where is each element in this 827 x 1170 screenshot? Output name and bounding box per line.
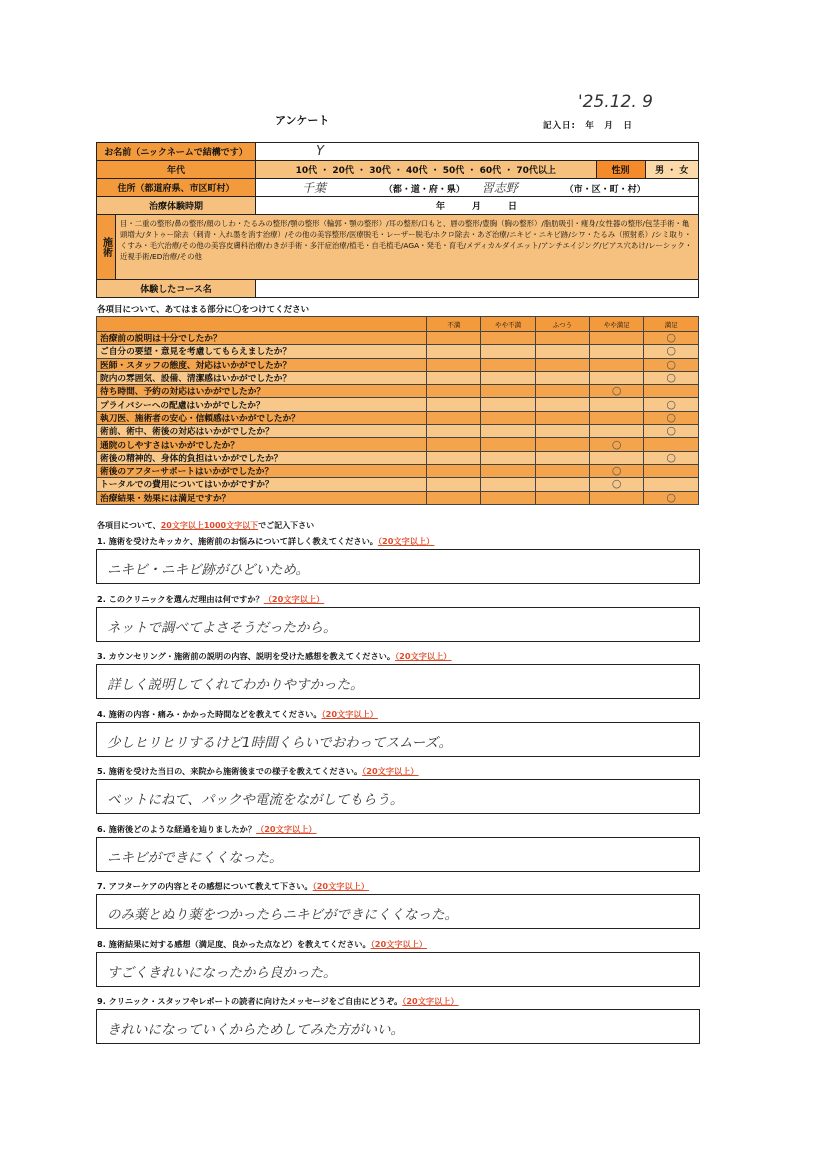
rating-cell[interactable] — [427, 385, 481, 398]
rating-mark: ○ — [666, 357, 677, 371]
rating-cell[interactable] — [481, 332, 535, 345]
rating-cell[interactable] — [481, 464, 535, 477]
gender-label: 性別 — [596, 161, 645, 179]
rating-cell[interactable] — [644, 385, 699, 398]
rating-mark: ○ — [611, 384, 622, 398]
rating-cell[interactable] — [535, 478, 589, 491]
question-label — [97, 709, 378, 720]
answer-box[interactable] — [96, 894, 700, 929]
rating-cell[interactable] — [589, 491, 644, 504]
rating-row — [97, 464, 699, 477]
rating-cell[interactable] — [535, 451, 589, 464]
rating-cell[interactable] — [589, 411, 644, 424]
rating-row — [97, 385, 699, 398]
rating-cell[interactable] — [644, 371, 699, 384]
rating-cell[interactable] — [535, 438, 589, 451]
requirement-note: （20文字以上） — [402, 996, 459, 1006]
rating-cell[interactable] — [589, 464, 644, 477]
rating-mark: ○ — [666, 331, 677, 345]
address-label: 住所（都道府県、市区町村） — [97, 179, 256, 197]
answer-box[interactable] — [96, 664, 700, 699]
rating-cell[interactable] — [481, 398, 535, 411]
question-text: 9. クリニック・スタッフやレポートの読者に向けたメッセージをご自由にどうぞ。 — [97, 996, 403, 1006]
answer-text: ニキビ・ニキビ跡がひどいため。 — [107, 562, 309, 578]
question-text: 7. アフターケアの内容とその感想について教えて下さい。 — [97, 881, 313, 891]
rating-mark: ○ — [666, 397, 677, 411]
rating-cell[interactable] — [481, 411, 535, 424]
rating-cell[interactable] — [589, 438, 644, 451]
course-label: 体験したコース名 — [97, 280, 256, 298]
rating-row — [97, 478, 699, 491]
rating-instruction: 各項目について、あてはまる部分に〇をつけてください — [97, 305, 310, 315]
address-field[interactable] — [256, 179, 699, 197]
rating-mark: ○ — [666, 450, 677, 464]
answer-box[interactable] — [96, 549, 700, 584]
question-label — [97, 996, 459, 1007]
rating-cell[interactable] — [644, 411, 699, 424]
question-label — [97, 939, 427, 950]
requirement-note: （20文字以上） — [321, 708, 378, 719]
rating-mark: ○ — [611, 464, 622, 478]
rating-cell[interactable] — [589, 371, 644, 384]
rating-row — [97, 345, 699, 358]
rating-cell[interactable] — [644, 358, 699, 371]
question-label — [97, 766, 419, 777]
rating-cell[interactable] — [427, 371, 481, 384]
rating-cell[interactable] — [644, 425, 699, 438]
col-header: 不満 — [427, 317, 481, 332]
rating-question: 治療前の説明は十分でしたか？ — [97, 332, 427, 345]
rating-cell[interactable] — [535, 491, 589, 504]
rating-question: 術後のアフターサポートはいかがでしたか？ — [97, 464, 427, 477]
question-text: 5. 施術を受けた当日の、来院から施術後までの様子を教えてください。 — [97, 766, 363, 776]
requirement-note: （20文字以上） — [256, 823, 317, 834]
age-options[interactable]: 10代 ・ 20代 ・ 30代 ・ 40代 ・ 50代 ・ 60代 ・ 70代以上 — [256, 161, 597, 179]
rating-question: トータルでの費用についてはいかがですか？ — [97, 478, 427, 491]
date-label: 記入日: 年 月 日 — [543, 121, 633, 131]
treatment-row — [97, 215, 699, 280]
answer-box[interactable] — [96, 722, 700, 757]
requirement-note: （20文字以上） — [362, 766, 419, 776]
question-text: 3. カウンセリング・施術前の説明の内容、説明を受けた感想を教えてください。 — [97, 651, 396, 661]
rating-cell[interactable] — [427, 491, 481, 504]
age-label: 年代 — [97, 161, 256, 179]
question-text: 6. 施術後どのような経過を辿りましたか？ — [97, 823, 257, 834]
treatment-label: 施術 — [97, 215, 116, 279]
rating-cell[interactable] — [427, 345, 481, 358]
answer-text: ネットで調べてよさそうだったから。 — [107, 619, 337, 636]
question-text: 4. 施術の内容・痛み・かかった時間などを教えてください。 — [97, 708, 322, 719]
rating-cell[interactable] — [644, 398, 699, 411]
rating-cell[interactable] — [427, 478, 481, 491]
question-label — [97, 881, 369, 892]
rating-cell[interactable] — [644, 438, 699, 451]
answer-text: ニキビができにくくなった。 — [107, 849, 283, 866]
treatment-list[interactable]: 目・二重の整形/鼻の整形/顔のしわ・たるみの整形/顎の整形（輪郭・顎の整形）/耳の整形/口もと、唇の整形/豊胸（胸の整形）/脂肪吸引・痩身/女性器の整形/包茎手術・亀頭増大/タトゥー除去（刺青・入れ墨を消す治療）/その他の美容整形/医療脱毛・レーザー脱毛/ホクロ除去・あざ治療/ニキビ・ニキビ跡/シワ・たるみ（照射系）/シミ取り・くすみ・毛穴治療/その他の美容皮膚科治療/わきが手術・多汗症治療/植毛・自毛植毛/AGA・発毛・育毛/メディカルダイエット/アンチエイジング/ピアス穴あけ/レーシック・近視手術/ED治療/その他 — [116, 215, 698, 279]
page-title: アンケート — [275, 114, 330, 127]
rating-cell[interactable] — [589, 385, 644, 398]
gender-options[interactable]: 男 ・ 女 — [645, 161, 698, 179]
handwritten-date: '25.12. 9 — [578, 92, 653, 112]
rating-cell[interactable] — [481, 425, 535, 438]
answer-box[interactable] — [96, 837, 700, 872]
rating-cell[interactable] — [427, 451, 481, 464]
rating-cell[interactable] — [535, 345, 589, 358]
rating-header-blank — [97, 317, 427, 332]
rating-cell[interactable] — [644, 464, 699, 477]
rating-cell[interactable] — [589, 451, 644, 464]
rating-cell[interactable] — [589, 345, 644, 358]
answer-text: 少しヒリヒリするけど1時間くらいでおわってスムーズ。 — [107, 734, 453, 751]
col-header: やや不満 — [481, 317, 535, 332]
period-field[interactable]: 年 月 日 — [256, 197, 699, 215]
rating-table — [96, 316, 699, 505]
rating-row — [97, 411, 699, 424]
rating-question: 執刀医、施術者の安心・信頼感はいかがでしたか？ — [97, 411, 427, 424]
rating-cell[interactable] — [589, 358, 644, 371]
name-label: お名前（ニックネームで結構です） — [97, 143, 256, 161]
rating-cell[interactable] — [481, 478, 535, 491]
rating-cell[interactable] — [481, 491, 535, 504]
rating-mark: ○ — [666, 344, 677, 358]
rating-cell[interactable] — [644, 478, 699, 491]
answer-box[interactable] — [96, 952, 700, 987]
rating-cell[interactable] — [427, 398, 481, 411]
rating-cell[interactable] — [481, 451, 535, 464]
answer-text: ベットにねて、パックや電流をながしてもらう。 — [107, 792, 404, 808]
rating-question: 医師・スタッフの態度、対応はいかがでしたか？ — [97, 358, 427, 371]
rating-cell[interactable] — [535, 425, 589, 438]
rating-mark: ○ — [666, 410, 677, 424]
rating-cell[interactable] — [644, 332, 699, 345]
answer-text: きれいになっていくからためしてみた方がいい。 — [107, 1022, 404, 1038]
answer-box[interactable] — [96, 1009, 700, 1044]
requirement-note: （20文字以上） — [263, 593, 325, 604]
rating-cell[interactable] — [481, 345, 535, 358]
col-header: やや満足 — [589, 317, 644, 332]
rating-cell[interactable] — [481, 358, 535, 371]
rating-row — [97, 398, 699, 411]
city-suffix: （市・区・町・村） — [564, 185, 646, 195]
rating-question: 治療結果・効果には満足ですか？ — [97, 491, 427, 504]
rating-mark: ○ — [666, 371, 677, 385]
requirement-note: （20文字以上） — [370, 938, 428, 949]
question-text: 2. このクリニックを選んだ理由は何ですか？ — [97, 593, 264, 604]
col-header: ふつう — [535, 317, 589, 332]
rating-cell[interactable] — [535, 332, 589, 345]
rating-cell[interactable] — [589, 478, 644, 491]
rating-row — [97, 491, 699, 504]
info-table — [96, 142, 699, 298]
rating-cell[interactable] — [427, 425, 481, 438]
requirement-note: （20文字以上） — [312, 881, 370, 891]
rating-cell[interactable] — [535, 464, 589, 477]
rating-cell[interactable] — [535, 385, 589, 398]
rating-mark: ○ — [611, 477, 622, 491]
col-header: 満足 — [644, 317, 699, 332]
rating-row — [97, 358, 699, 371]
rating-cell[interactable] — [481, 385, 535, 398]
rating-row — [97, 332, 699, 345]
rating-row — [97, 451, 699, 464]
rating-cell[interactable] — [644, 345, 699, 358]
rating-question: ご自分の要望・意見を考慮してもらえましたか？ — [97, 345, 427, 358]
question-text: 1. 施術を受けたキッカケ、施術前のお悩みについて詳しく教えてください。 — [97, 536, 378, 546]
question-label — [97, 824, 317, 835]
pref-suffix: （都・道・府・県） — [383, 185, 465, 195]
rating-cell[interactable] — [427, 411, 481, 424]
rating-cell[interactable] — [535, 398, 589, 411]
rating-question: 院内の雰囲気、設備、清潔感はいかがでしたか？ — [97, 371, 427, 384]
rating-cell[interactable] — [589, 398, 644, 411]
rating-cell[interactable] — [589, 425, 644, 438]
answer-text: 詳しく説明してくれてわかりやすかった。 — [107, 677, 364, 693]
rating-cell[interactable] — [427, 438, 481, 451]
free-instruction: 各項目について、20文字以上1000文字以下でご記入下さい — [97, 521, 315, 530]
answer-text: すごくきれいになったから良かった。 — [107, 964, 337, 981]
question-label — [97, 536, 434, 547]
rating-cell[interactable] — [427, 358, 481, 371]
answer-box[interactable] — [96, 607, 700, 642]
requirement-note: （20文字以上） — [377, 536, 435, 546]
period-label: 治療体験時期 — [97, 197, 256, 215]
rating-mark: ○ — [666, 424, 677, 438]
question-label — [97, 594, 324, 605]
rating-cell[interactable] — [535, 358, 589, 371]
rating-cell[interactable] — [535, 371, 589, 384]
rating-row — [97, 425, 699, 438]
rating-cell[interactable] — [481, 438, 535, 451]
rating-question: 術前、術中、術後の対応はいかがでしたか？ — [97, 425, 427, 438]
rating-cell[interactable] — [589, 332, 644, 345]
rating-cell[interactable] — [427, 332, 481, 345]
course-field[interactable] — [256, 280, 699, 298]
rating-mark: ○ — [611, 437, 622, 451]
rating-row — [97, 371, 699, 384]
rating-question: 術後の精神的、身体的負担はいかがでしたか？ — [97, 451, 427, 464]
answer-text: のみ薬とぬり薬をつかったらニキビができにくくなった。 — [107, 907, 458, 923]
rating-cell[interactable] — [535, 411, 589, 424]
answer-box[interactable] — [96, 779, 700, 814]
rating-row — [97, 438, 699, 451]
rating-cell[interactable] — [481, 371, 535, 384]
rating-question: 待ち時間、予約の対応はいかがでしたか？ — [97, 385, 427, 398]
question-label — [97, 651, 451, 662]
rating-cell[interactable] — [427, 464, 481, 477]
rating-cell[interactable] — [644, 451, 699, 464]
name-field[interactable]: Y — [256, 143, 699, 161]
requirement-note: （20文字以上） — [395, 651, 452, 661]
rating-cell[interactable] — [644, 491, 699, 504]
city-value: 習志野 — [481, 181, 518, 195]
rating-question: 通院のしやすさはいかがでしたか？ — [97, 438, 427, 451]
question-text: 8. 施術結果に対する感想（満足度、良かった点など）を教えてください。 — [97, 938, 371, 949]
prefecture-value: 千葉 — [302, 181, 327, 195]
rating-question: プライバシーへの配慮はいかがでしたか？ — [97, 398, 427, 411]
rating-mark: ○ — [666, 490, 677, 504]
